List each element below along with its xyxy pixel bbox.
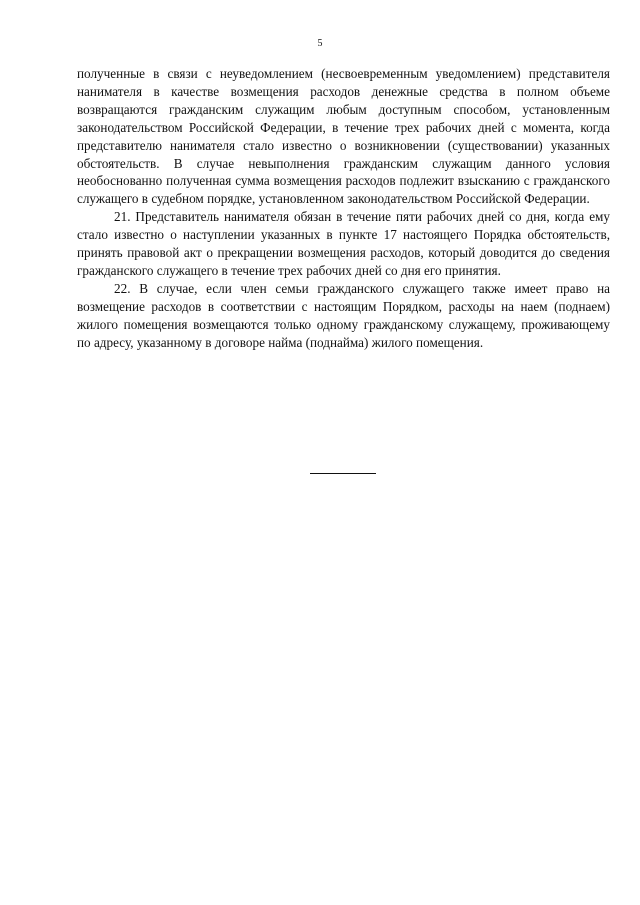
paragraph-item-22: 22. В случае, если член семьи гражданского служащего также имеет право на возмещение расходов в соответствии с настоящим Порядком, расходы на наем (поднаем) жилого помещения возмещаются только одному гражданскому служащему, проживающему по адресу, указанному в договоре найма (поднайма) жилого помещения. bbox=[77, 280, 610, 350]
end-of-document-rule bbox=[310, 473, 376, 474]
paragraph-item-21: 21. Представитель нанимателя обязан в течение пяти рабочих дней со дня, когда ему стало известно о наступлении указанных в пункте 17 настоящего Порядка обстоятельств, принять правовой акт о прекращении возмещения расходов, который доводится до сведения гражданского служащего в течение трех рабочих дней со дня его принятия. bbox=[77, 209, 610, 278]
document-body bbox=[77, 65, 610, 352]
page-number: 5 bbox=[317, 38, 323, 49]
paragraph-continuation: полученные в связи с неуведомлением (несвоевременным уведомлением) представителя нанимателя в качестве возмещения расходов денежные средства в полном объеме возвращаются гражданским служащим любым доступным способом, установленным законодательством Российской Федерации, в течение трех рабочих дней с момента, когда представителю нанимателя стало известно о возникновении (существовании) указанных обстоятельств. В случае невыполнения гражданским служащим данного условия необоснованно полученная сумма возмещения расходов подлежит взысканию с гражданского служащего в судебном порядке, установленном законодательством Российской Федерации. bbox=[77, 66, 610, 207]
